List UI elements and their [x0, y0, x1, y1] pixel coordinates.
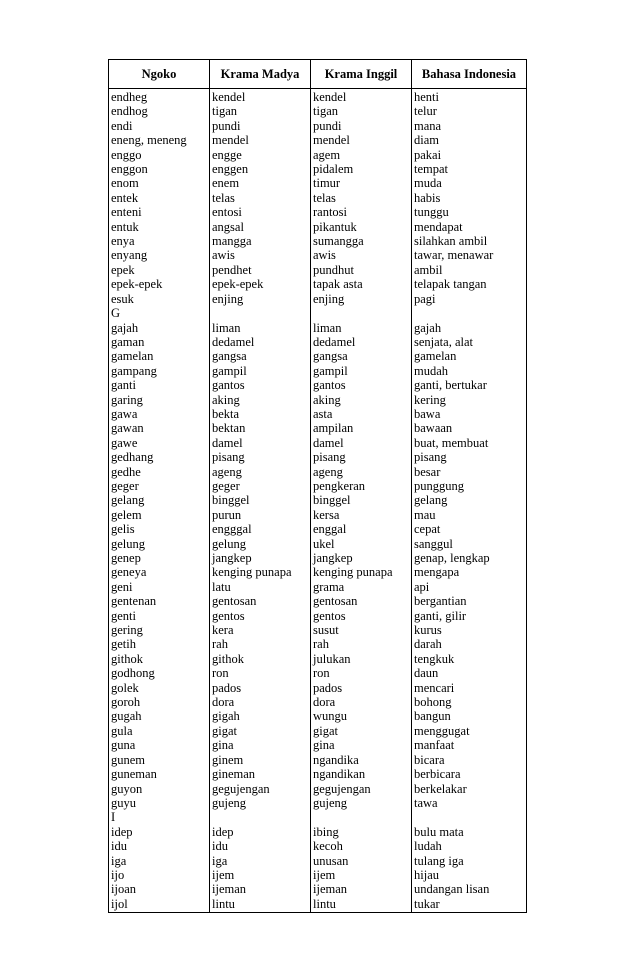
krama-madya-cell: gentos	[210, 609, 311, 623]
ngoko-cell: enom	[109, 176, 210, 190]
table-row	[109, 119, 527, 133]
bahasa-indonesia-cell: mengapa	[412, 565, 527, 579]
krama-madya-cell: awis	[210, 248, 311, 262]
krama-madya-cell: ageng	[210, 465, 311, 479]
krama-inggil-cell: lintu	[311, 897, 412, 912]
krama-inggil-cell: pisang	[311, 450, 412, 464]
krama-madya-cell: pundi	[210, 119, 311, 133]
ngoko-cell: gedhang	[109, 450, 210, 464]
table-row	[109, 897, 527, 912]
krama-madya-cell: pisang	[210, 450, 311, 464]
krama-inggil-cell: grama	[311, 580, 412, 594]
krama-inggil-cell: gantos	[311, 378, 412, 392]
table-body	[109, 89, 527, 913]
table-row	[109, 666, 527, 680]
bahasa-indonesia-cell: mendapat	[412, 220, 527, 234]
bahasa-indonesia-cell: undangan lisan	[412, 882, 527, 896]
table-row	[109, 695, 527, 709]
bahasa-indonesia-cell: tawa	[412, 796, 527, 810]
krama-inggil-cell: mendel	[311, 133, 412, 147]
bahasa-indonesia-cell	[412, 810, 527, 824]
krama-madya-cell: gigah	[210, 709, 311, 723]
ngoko-cell: githok	[109, 652, 210, 666]
krama-madya-cell: gampil	[210, 364, 311, 378]
table-row	[109, 652, 527, 666]
bahasa-indonesia-cell: ganti, bertukar	[412, 378, 527, 392]
krama-inggil-cell: gentos	[311, 609, 412, 623]
ngoko-cell: gaman	[109, 335, 210, 349]
krama-inggil-cell: telas	[311, 191, 412, 205]
table-row	[109, 335, 527, 349]
table-row	[109, 364, 527, 378]
krama-inggil-cell: awis	[311, 248, 412, 262]
ngoko-cell: guna	[109, 738, 210, 752]
table-row	[109, 623, 527, 637]
bahasa-indonesia-cell: menggugat	[412, 724, 527, 738]
ngoko-cell: guyu	[109, 796, 210, 810]
krama-madya-cell: pendhet	[210, 263, 311, 277]
krama-inggil-cell: liman	[311, 321, 412, 335]
krama-madya-cell: liman	[210, 321, 311, 335]
ngoko-cell: ijol	[109, 897, 210, 912]
ngoko-cell: epek	[109, 263, 210, 277]
table-row	[109, 407, 527, 421]
krama-madya-cell: aking	[210, 393, 311, 407]
krama-inggil-cell: sumangga	[311, 234, 412, 248]
ngoko-cell: ijo	[109, 868, 210, 882]
table-row	[109, 854, 527, 868]
ngoko-cell: gugah	[109, 709, 210, 723]
krama-inggil-cell: enjing	[311, 292, 412, 306]
bahasa-indonesia-cell: gamelan	[412, 349, 527, 363]
table-row	[109, 810, 527, 824]
krama-madya-cell: lintu	[210, 897, 311, 912]
krama-inggil-cell: pengkeran	[311, 479, 412, 493]
krama-madya-cell	[210, 306, 311, 320]
bahasa-indonesia-cell: tengkuk	[412, 652, 527, 666]
ngoko-cell: ijoan	[109, 882, 210, 896]
krama-madya-cell: jangkep	[210, 551, 311, 565]
krama-madya-cell: enem	[210, 176, 311, 190]
krama-madya-cell: gineman	[210, 767, 311, 781]
krama-madya-cell: dedamel	[210, 335, 311, 349]
krama-inggil-cell: ngandika	[311, 753, 412, 767]
krama-inggil-cell: kenging punapa	[311, 565, 412, 579]
krama-madya-cell: telas	[210, 191, 311, 205]
bahasa-indonesia-cell: bawaan	[412, 421, 527, 435]
ngoko-cell: enggo	[109, 148, 210, 162]
bahasa-indonesia-cell: tukar	[412, 897, 527, 912]
ngoko-cell: enyang	[109, 248, 210, 262]
krama-inggil-cell: kendel	[311, 89, 412, 105]
ngoko-cell: guyon	[109, 782, 210, 796]
ngoko-cell: goroh	[109, 695, 210, 709]
table-row	[109, 782, 527, 796]
krama-inggil-cell: jangkep	[311, 551, 412, 565]
krama-inggil-cell: gina	[311, 738, 412, 752]
bahasa-indonesia-cell: buat, membuat	[412, 436, 527, 450]
krama-madya-cell: gujeng	[210, 796, 311, 810]
table-row	[109, 89, 527, 105]
krama-madya-cell: angsal	[210, 220, 311, 234]
krama-madya-cell: kendel	[210, 89, 311, 105]
krama-inggil-cell: ampilan	[311, 421, 412, 435]
krama-madya-cell: purun	[210, 508, 311, 522]
table-row	[109, 234, 527, 248]
table-row	[109, 104, 527, 118]
krama-inggil-cell: julukan	[311, 652, 412, 666]
table-row	[109, 580, 527, 594]
ngoko-cell: gampang	[109, 364, 210, 378]
table-row	[109, 349, 527, 363]
bahasa-indonesia-cell: diam	[412, 133, 527, 147]
table-row	[109, 321, 527, 335]
bahasa-indonesia-cell: tawar, menawar	[412, 248, 527, 262]
table-row	[109, 522, 527, 536]
krama-inggil-cell: pidalem	[311, 162, 412, 176]
krama-inggil-cell: rah	[311, 637, 412, 651]
table-row	[109, 378, 527, 392]
bahasa-indonesia-cell: muda	[412, 176, 527, 190]
krama-madya-cell: bekta	[210, 407, 311, 421]
krama-madya-cell	[210, 810, 311, 824]
krama-madya-cell: idu	[210, 839, 311, 853]
ngoko-cell: garing	[109, 393, 210, 407]
ngoko-cell: guneman	[109, 767, 210, 781]
krama-inggil-cell: gujeng	[311, 796, 412, 810]
krama-madya-cell: engge	[210, 148, 311, 162]
table-row	[109, 839, 527, 853]
ngoko-cell: gelung	[109, 537, 210, 551]
table-row	[109, 609, 527, 623]
krama-madya-cell: gigat	[210, 724, 311, 738]
bahasa-indonesia-cell: bulu mata	[412, 825, 527, 839]
bahasa-indonesia-cell: silahkan ambil	[412, 234, 527, 248]
krama-inggil-cell: dora	[311, 695, 412, 709]
bahasa-indonesia-cell: mana	[412, 119, 527, 133]
bahasa-indonesia-cell: bawa	[412, 407, 527, 421]
table-row	[109, 277, 527, 291]
krama-inggil-cell: gegujengan	[311, 782, 412, 796]
bahasa-indonesia-cell: berbicara	[412, 767, 527, 781]
krama-inggil-cell: damel	[311, 436, 412, 450]
table-row	[109, 176, 527, 190]
krama-inggil-cell: ngandikan	[311, 767, 412, 781]
ngoko-cell: enggon	[109, 162, 210, 176]
ngoko-cell: genep	[109, 551, 210, 565]
krama-madya-cell: mendel	[210, 133, 311, 147]
krama-madya-cell: ron	[210, 666, 311, 680]
bahasa-indonesia-cell: henti	[412, 89, 527, 105]
ngoko-cell: enteni	[109, 205, 210, 219]
krama-madya-cell: enjing	[210, 292, 311, 306]
table-row	[109, 565, 527, 579]
krama-inggil-cell: aking	[311, 393, 412, 407]
table-row	[109, 306, 527, 320]
ngoko-cell: godhong	[109, 666, 210, 680]
ngoko-cell: getih	[109, 637, 210, 651]
ngoko-cell: gawa	[109, 407, 210, 421]
ngoko-cell: gajah	[109, 321, 210, 335]
bahasa-indonesia-cell: kering	[412, 393, 527, 407]
ngoko-cell: gamelan	[109, 349, 210, 363]
krama-inggil-cell: timur	[311, 176, 412, 190]
ngoko-cell: gelang	[109, 493, 210, 507]
bahasa-indonesia-cell: hijau	[412, 868, 527, 882]
krama-madya-cell: gantos	[210, 378, 311, 392]
krama-inggil-cell: asta	[311, 407, 412, 421]
ngoko-cell: esuk	[109, 292, 210, 306]
krama-madya-cell: gentosan	[210, 594, 311, 608]
krama-madya-cell: epek-epek	[210, 277, 311, 291]
bahasa-indonesia-cell: kurus	[412, 623, 527, 637]
krama-madya-cell: binggel	[210, 493, 311, 507]
ngoko-cell: gelem	[109, 508, 210, 522]
table-row	[109, 393, 527, 407]
krama-madya-cell: gegujengan	[210, 782, 311, 796]
bahasa-indonesia-cell: cepat	[412, 522, 527, 536]
bahasa-indonesia-cell: tempat	[412, 162, 527, 176]
header-bahasa-indonesia: Bahasa Indonesia	[412, 60, 527, 89]
bahasa-indonesia-cell: darah	[412, 637, 527, 651]
bahasa-indonesia-cell: mencari	[412, 681, 527, 695]
krama-madya-cell: bektan	[210, 421, 311, 435]
bahasa-indonesia-cell: gajah	[412, 321, 527, 335]
krama-inggil-cell: ron	[311, 666, 412, 680]
table-row	[109, 724, 527, 738]
table-row	[109, 436, 527, 450]
ngoko-cell: geger	[109, 479, 210, 493]
ngoko-cell: gula	[109, 724, 210, 738]
table-row	[109, 148, 527, 162]
bahasa-indonesia-cell: gelang	[412, 493, 527, 507]
ngoko-cell: eneng, meneng	[109, 133, 210, 147]
krama-inggil-cell: ukel	[311, 537, 412, 551]
table-row	[109, 191, 527, 205]
ngoko-cell: iga	[109, 854, 210, 868]
bahasa-indonesia-cell: ambil	[412, 263, 527, 277]
krama-inggil-cell	[311, 306, 412, 320]
bahasa-indonesia-cell: bergantian	[412, 594, 527, 608]
krama-inggil-cell: agem	[311, 148, 412, 162]
bahasa-indonesia-cell: mudah	[412, 364, 527, 378]
krama-madya-cell: githok	[210, 652, 311, 666]
ngoko-cell: G	[109, 306, 210, 320]
table-row	[109, 594, 527, 608]
ngoko-cell: endheg	[109, 89, 210, 105]
bahasa-indonesia-cell: pakai	[412, 148, 527, 162]
krama-inggil-cell: ageng	[311, 465, 412, 479]
krama-inggil-cell: enggal	[311, 522, 412, 536]
ngoko-cell: idu	[109, 839, 210, 853]
table-row	[109, 248, 527, 262]
krama-inggil-cell	[311, 810, 412, 824]
ngoko-cell: enya	[109, 234, 210, 248]
table-row	[109, 796, 527, 810]
bahasa-indonesia-cell: punggung	[412, 479, 527, 493]
krama-inggil-cell: wungu	[311, 709, 412, 723]
krama-madya-cell: kenging punapa	[210, 565, 311, 579]
bahasa-indonesia-cell: pisang	[412, 450, 527, 464]
table-row	[109, 421, 527, 435]
krama-madya-cell: tigan	[210, 104, 311, 118]
krama-madya-cell: entosi	[210, 205, 311, 219]
krama-inggil-cell: susut	[311, 623, 412, 637]
ngoko-cell: gentenan	[109, 594, 210, 608]
header-krama-madya: Krama Madya	[210, 60, 311, 89]
vocabulary-table	[108, 59, 527, 913]
bahasa-indonesia-cell: ganti, gilir	[412, 609, 527, 623]
bahasa-indonesia-cell: tulang iga	[412, 854, 527, 868]
krama-madya-cell: damel	[210, 436, 311, 450]
table-row	[109, 637, 527, 651]
ngoko-cell: endi	[109, 119, 210, 133]
krama-madya-cell: engggal	[210, 522, 311, 536]
krama-madya-cell: idep	[210, 825, 311, 839]
table-row	[109, 709, 527, 723]
ngoko-cell: geneya	[109, 565, 210, 579]
table-row	[109, 162, 527, 176]
ngoko-cell: entek	[109, 191, 210, 205]
bahasa-indonesia-cell: tunggu	[412, 205, 527, 219]
krama-madya-cell: pados	[210, 681, 311, 695]
ngoko-cell: geni	[109, 580, 210, 594]
bahasa-indonesia-cell: daun	[412, 666, 527, 680]
ngoko-cell: gelis	[109, 522, 210, 536]
krama-inggil-cell: gampil	[311, 364, 412, 378]
ngoko-cell: epek-epek	[109, 277, 210, 291]
ngoko-cell: gedhe	[109, 465, 210, 479]
bahasa-indonesia-cell: berkelakar	[412, 782, 527, 796]
header-krama-inggil: Krama Inggil	[311, 60, 412, 89]
bahasa-indonesia-cell: bicara	[412, 753, 527, 767]
ngoko-cell: gunem	[109, 753, 210, 767]
table-row	[109, 738, 527, 752]
table-row	[109, 537, 527, 551]
bahasa-indonesia-cell: sanggul	[412, 537, 527, 551]
krama-inggil-cell: ijeman	[311, 882, 412, 896]
krama-madya-cell: ginem	[210, 753, 311, 767]
krama-inggil-cell: binggel	[311, 493, 412, 507]
krama-inggil-cell: gangsa	[311, 349, 412, 363]
krama-madya-cell: iga	[210, 854, 311, 868]
ngoko-cell: golek	[109, 681, 210, 695]
krama-madya-cell: ijeman	[210, 882, 311, 896]
ngoko-cell: entuk	[109, 220, 210, 234]
krama-madya-cell: ijem	[210, 868, 311, 882]
ngoko-cell: gering	[109, 623, 210, 637]
krama-madya-cell: gangsa	[210, 349, 311, 363]
table-row	[109, 825, 527, 839]
ngoko-cell: genti	[109, 609, 210, 623]
bahasa-indonesia-cell: bangun	[412, 709, 527, 723]
krama-inggil-cell: pados	[311, 681, 412, 695]
ngoko-cell: gawe	[109, 436, 210, 450]
krama-madya-cell: gelung	[210, 537, 311, 551]
bahasa-indonesia-cell: manfaat	[412, 738, 527, 752]
krama-madya-cell: latu	[210, 580, 311, 594]
table-row	[109, 263, 527, 277]
krama-inggil-cell: dedamel	[311, 335, 412, 349]
table-header	[109, 60, 527, 89]
bahasa-indonesia-cell: telur	[412, 104, 527, 118]
ngoko-cell: gawan	[109, 421, 210, 435]
krama-madya-cell: gina	[210, 738, 311, 752]
bahasa-indonesia-cell: habis	[412, 191, 527, 205]
bahasa-indonesia-cell: genap, lengkap	[412, 551, 527, 565]
krama-madya-cell: dora	[210, 695, 311, 709]
bahasa-indonesia-cell: bohong	[412, 695, 527, 709]
krama-madya-cell: rah	[210, 637, 311, 651]
krama-madya-cell: enggen	[210, 162, 311, 176]
table-row	[109, 753, 527, 767]
bahasa-indonesia-cell: mau	[412, 508, 527, 522]
table-row	[109, 882, 527, 896]
bahasa-indonesia-cell: ludah	[412, 839, 527, 853]
table-row	[109, 767, 527, 781]
bahasa-indonesia-cell	[412, 306, 527, 320]
krama-madya-cell: kera	[210, 623, 311, 637]
table-row	[109, 868, 527, 882]
table-row	[109, 450, 527, 464]
ngoko-cell: endhog	[109, 104, 210, 118]
table-row	[109, 493, 527, 507]
krama-inggil-cell: tigan	[311, 104, 412, 118]
krama-inggil-cell: ibing	[311, 825, 412, 839]
bahasa-indonesia-cell: api	[412, 580, 527, 594]
table-row	[109, 508, 527, 522]
krama-inggil-cell: unusan	[311, 854, 412, 868]
ngoko-cell: idep	[109, 825, 210, 839]
krama-inggil-cell: gentosan	[311, 594, 412, 608]
table-row	[109, 292, 527, 306]
krama-inggil-cell: gigat	[311, 724, 412, 738]
table-row	[109, 205, 527, 219]
krama-inggil-cell: kecoh	[311, 839, 412, 853]
krama-madya-cell: mangga	[210, 234, 311, 248]
krama-inggil-cell: pundi	[311, 119, 412, 133]
krama-inggil-cell: rantosi	[311, 205, 412, 219]
table-row	[109, 220, 527, 234]
table-row	[109, 551, 527, 565]
header-ngoko: Ngoko	[109, 60, 210, 89]
bahasa-indonesia-cell: pagi	[412, 292, 527, 306]
table-row	[109, 479, 527, 493]
table-row	[109, 465, 527, 479]
krama-inggil-cell: pikantuk	[311, 220, 412, 234]
table-row	[109, 681, 527, 695]
header-row	[109, 60, 527, 89]
krama-inggil-cell: ijem	[311, 868, 412, 882]
table-row	[109, 133, 527, 147]
bahasa-indonesia-cell: telapak tangan	[412, 277, 527, 291]
bahasa-indonesia-cell: besar	[412, 465, 527, 479]
ngoko-cell: ganti	[109, 378, 210, 392]
krama-inggil-cell: pundhut	[311, 263, 412, 277]
krama-madya-cell: geger	[210, 479, 311, 493]
bahasa-indonesia-cell: senjata, alat	[412, 335, 527, 349]
ngoko-cell: I	[109, 810, 210, 824]
krama-inggil-cell: tapak asta	[311, 277, 412, 291]
krama-inggil-cell: kersa	[311, 508, 412, 522]
